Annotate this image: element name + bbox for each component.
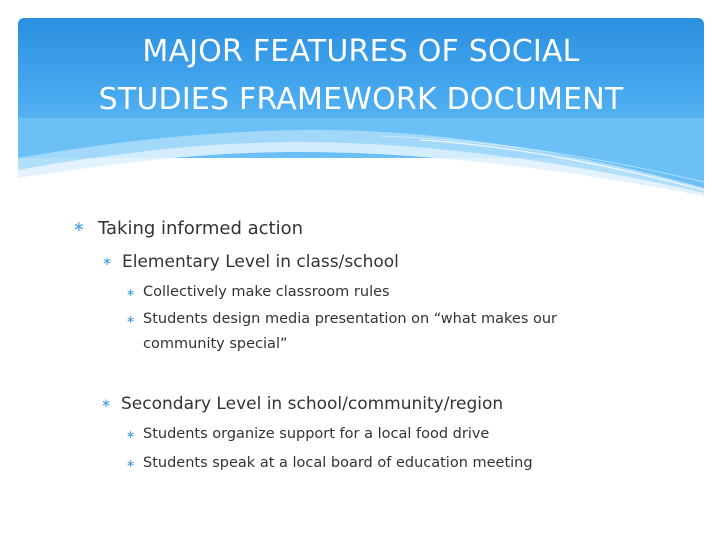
bullet-elementary-item-2 [126,307,623,357]
bullet-secondary-item-1 [126,420,490,449]
bullet-asterisk-icon: ∗ [101,396,112,410]
bullet-text: Collectively make classroom rules [143,284,390,300]
bullet-asterisk-icon: ∗ [126,286,136,299]
bullet-text: Students design media presentation on “what makes our community special” [143,311,558,352]
bullet-elementary-item-1 [126,278,390,307]
bullet-text: Taking informed action [98,218,304,239]
bullet-text: Elementary Level in class/school [122,252,399,272]
title-line-1: MAJOR FEATURES OF SOCIAL [142,34,580,69]
bullet-taking-informed-action [73,218,304,239]
title-line-2: STUDIES FRAMEWORK DOCUMENT [98,82,624,117]
bullet-text: Students organize support for a local food drive [143,426,490,442]
bullet-text: Secondary Level in school/community/region [121,394,504,414]
bullet-asterisk-icon: ∗ [126,313,136,326]
slide-title [18,28,704,124]
bullet-asterisk-icon: ∗ [73,219,85,235]
bullet-asterisk-icon: ∗ [126,457,136,470]
bullet-secondary-level [101,394,504,414]
bullet-text: Students speak at a local board of education meeting [143,455,533,471]
bullet-asterisk-icon: ∗ [126,428,136,441]
bullet-asterisk-icon: ∗ [102,254,113,268]
bullet-elementary-level [102,252,399,272]
bullet-secondary-item-2 [126,449,533,478]
header-wave-decoration [0,118,720,208]
